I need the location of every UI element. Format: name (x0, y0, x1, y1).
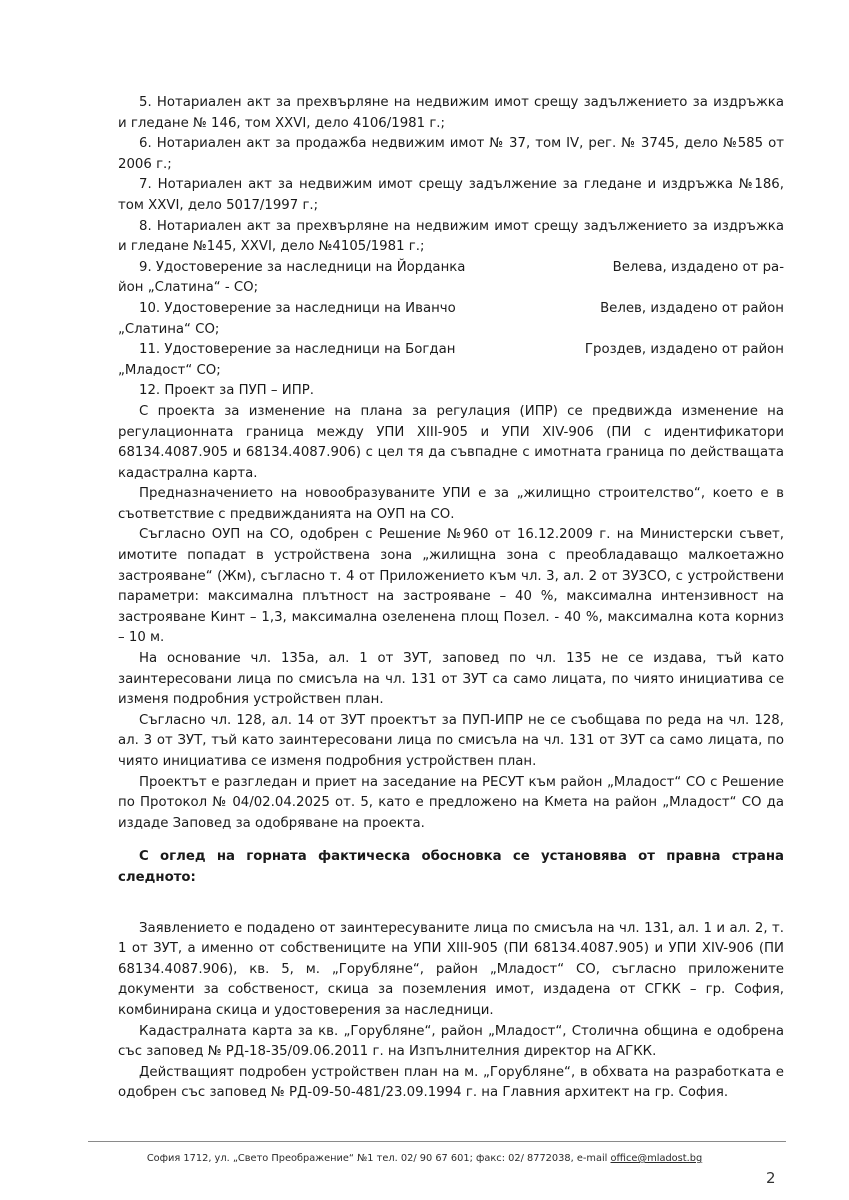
list-item-5: 5. Нотариален акт за прехвърляне на недвижим имот срещу задължението за издръжка и гледане № 146, том XXVI, дело 4106/1981 г.; (118, 95, 784, 131)
list-item-11 (118, 340, 784, 361)
page-number: 2 (766, 1169, 776, 1187)
list-item-11-left: 11. Удостоверение за наследници на Богдан (139, 342, 456, 358)
list-item-12: 12. Проект за ПУП – ИПР. (139, 383, 314, 399)
list-item-9-cont: йон „Слатина“ - СО; (118, 280, 259, 296)
footer (0, 1153, 849, 1164)
paragraph-resut: Проектът е разгледан и приет на заседание на РЕСУТ към район „Младост“ СО с Решение по Протокол № 04/02.04.2025 от. 5, като е предложено на Кмета на район „Младост“ СО да издаде Заповед за одобряване на проекта. (118, 774, 784, 831)
list-item-7: 7. Нотариален акт за недвижим имот срещу задължение за гледане и издръжка №186, том XXVI, дело 5017/1997 г.; (118, 177, 784, 213)
footer-address: София 1712, ул. „Свето Преображение“ №1 тел. 02/ 90 67 601; факс: 02/ 8772038, e-mail (146, 1153, 611, 1164)
document-body (118, 93, 784, 1104)
paragraph-art-135a: На основание чл. 135а, ал. 1 от ЗУТ, заповед по чл. 135 не се издава, тъй като заинтересовани лица по смисъла на чл. 131 от ЗУТ са само лицата, по чиято инициатива се изменя подробния устройствен план. (118, 651, 784, 708)
paragraph-application: Заявлението е подадено от заинтересуваните лица по смисъла на чл. 131, ал. 1 и ал. 2, т. 1 от ЗУТ, а именно от собствениците на УПИ XIII-905 (ПИ 68134.4087.905) и УПИ XIV-906 (ПИ 68134.4087.906), кв. 5, м. „Горубляне“, район „Младост“ СО, съгласно приложените документи за собственост, скица за поземления имот, издадена от СГКК – гр. София, комбинирана скица и удостоверения за наследници. (118, 920, 784, 1018)
footer-divider (88, 1141, 786, 1142)
list-item-9-left: 9. Удостоверение за наследници на Йорданка (139, 259, 466, 275)
list-item-9 (118, 258, 784, 279)
section-heading: С оглед на горната фактическа обосновка се установява от правна страна следното: (118, 849, 784, 885)
list-item-6: 6. Нотариален акт за продажба недвижим имот № 37, том IV, рег. № 3745, дело №585 от 2006 г.; (118, 136, 784, 172)
list-item-10-right: Велев, издадено от район (600, 300, 784, 316)
footer-email-link[interactable]: office@mladost.bg (610, 1153, 703, 1164)
list-item-10 (118, 299, 784, 320)
paragraph-art-128: Съгласно чл. 128, ал. 14 от ЗУТ проектът за ПУП-ИПР не се съобщава по реда на чл. 128, ал. 3 от ЗУТ, тъй като заинтересовани лица по смисъла на чл. 131 от ЗУТ са само лицата, по чиято инициатива се изменя подробния устройствен план. (118, 712, 784, 769)
list-item-9-right: Велева, издадено от ра- (612, 259, 784, 275)
list-item-11-cont: „Младост“ СО; (118, 362, 221, 378)
paragraph-ipr: С проекта за изменение на плана за регулация (ИПР) се предвижда изменение на регулационната граница между УПИ XIII-905 и УПИ XIV-906 (ПИ с идентификатори 68134.4087.905 и 68134.4087.906) с цел тя да съвпадне с имотната граница по действащата кадастрална карта. (118, 403, 784, 481)
list-item-11-right: Гроздев, издадено от район (584, 342, 784, 358)
list-item-8: 8. Нотариален акт за прехвърляне на недвижим имот срещу задължението за издръжка и гледане №145, XXVI, дело №4105/1981 г.; (118, 218, 784, 255)
list-item-10-left: 10. Удостоверение за наследници на Иванчо (139, 300, 456, 316)
paragraph-cadastral-map: Кадастралната карта за кв. „Горубляне“, район „Младост“, Столична община е одобрена със заповед № РД-18-35/09.06.2011 г. на Изпълнителния директор на АГКК. (118, 1023, 784, 1060)
paragraph-purpose: Предназначението на новообразуваните УПИ е за „жилищно строителство“, което е в съответствие с предвижданията на ОУП на СО. (118, 486, 784, 522)
paragraph-current-plan: Действащият подробен устройствен план на м. „Горубляне“, в обхвата на разработката е одобрен със заповед № РД-09-50-481/23.09.1994 г. на Главния архитект на гр. София. (118, 1064, 784, 1101)
paragraph-oup: Съгласно ОУП на СО, одобрен с Решение №960 от 16.12.2009 г. на Министерски съвет, имотите попадат в устройствена зона „жилищна зона с преобладаващо малкоетажно застрояване“ (Жм), съгласно т. 4 от Приложението към чл. 3, ал. 2 от ЗУЗСО, с устройствени параметри: максимална плътност на застрояване – 40 %, максимална интензивност на застрояване Кинт – 1,3, максимална озеленена площ Позел. - 40 %, максимална кота корниз – 10 м. (118, 527, 784, 646)
list-item-10-cont: „Слатина“ СО; (118, 321, 220, 337)
